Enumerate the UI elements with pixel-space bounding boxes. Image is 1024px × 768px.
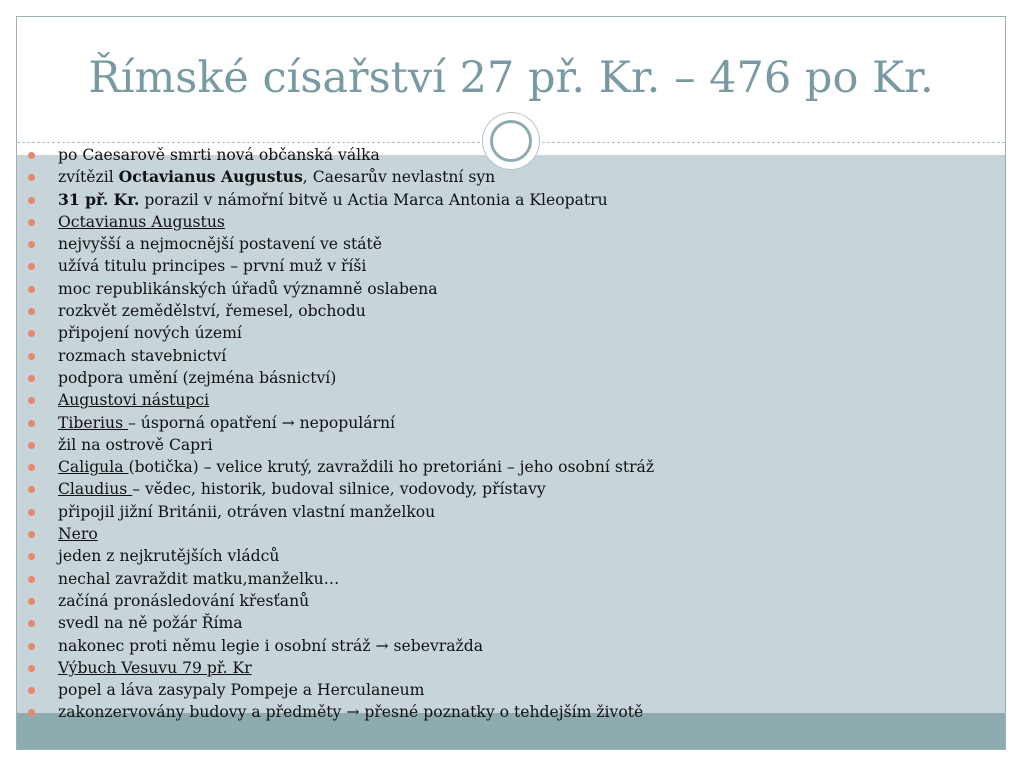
bullet-text: moc republikánských úřadů významně oslabena [58,279,438,298]
underlined-heading: Nero [58,525,98,544]
bullet-text: porazil v námořní bitvě u Actia Marca Antonia a Kleopatru [139,190,608,209]
bullet-item [26,189,654,211]
bullet-text: zvítězil [58,168,119,187]
bullet-item [26,635,654,657]
underlined-heading: Augustovi nástupci [58,391,210,410]
underlined-heading: Claudius [58,480,133,499]
bullet-item [26,166,654,188]
bullet-text: rozkvět zemědělství, řemesel, obchodu [58,302,366,321]
bullet-item [26,300,654,322]
bullet-text: podpora umění (zejména básnictví) [58,368,337,387]
bullet-item [26,389,654,411]
underlined-heading: Výbuch Vesuvu 79 př. Kr [58,658,252,677]
bullet-text: svedl na ně požár Říma [58,614,243,633]
bullet-item [26,233,654,255]
bullet-item [26,255,654,277]
slide-title: Římské císařství 27 př. Kr. – 476 po Kr. [88,53,934,103]
bold-text: Octavianus Augustus [118,167,303,187]
bullet-item [26,434,654,456]
underlined-heading: Octavianus Augustus [58,212,225,231]
bullet-item [26,523,654,545]
bullet-text: , Caesarův nevlastní syn [302,168,496,187]
bullet-text: jeden z nejkrutějších vládců [58,547,280,566]
bullet-text: – úsporná opatření → nepopulární [128,413,396,432]
bullet-item [26,657,654,679]
bullet-text: – vědec, historik, budoval silnice, vodovody, přístavy [132,480,546,499]
bullet-item [26,478,654,500]
bullet-item [26,679,654,701]
bullet-item [26,367,654,389]
bullet-item [26,590,654,612]
bullet-text: nejvyšší a nejmocnější postavení ve státě [58,235,383,254]
bullet-item [26,144,654,166]
bullet-text: žil na ostrově Capri [58,435,213,454]
bullet-text: začíná pronásledování křesťanů [58,591,310,610]
underlined-heading: Caligula [58,458,129,477]
bullet-text: užívá titulu principes – první muž v říši [58,257,367,276]
bullet-text: připojení nových území [58,324,242,343]
bullet-text: zakonzervovány budovy a předměty → přesné poznatky o tehdejším životě [58,703,644,722]
bullet-item [26,612,654,634]
bullet-text: popel a láva zasypaly Pompeje a Herculaneum [58,681,425,700]
underlined-heading: Tiberius [58,413,129,432]
bullet-item [26,322,654,344]
bullet-item [26,456,654,478]
bullet-item [26,345,654,367]
bullet-list [26,144,654,724]
bullet-text: (botička) – velice krutý, zavraždili ho pretoriáni – jeho osobní stráž [128,458,655,477]
bullet-item [26,412,654,434]
bullet-item [26,701,654,723]
bullet-item [26,545,654,567]
bullet-text: rozmach stavebnictví [58,346,227,365]
bullet-item [26,211,654,233]
bullet-item [26,568,654,590]
bullet-text: nakonec proti němu legie i osobní stráž → sebevražda [58,636,484,655]
bullet-text: po Caesarově smrti nová občanská válka [58,146,380,164]
bullet-text: nechal zavraždit matku,manželku… [58,569,340,588]
bold-text: 31 př. Kr. [58,189,140,209]
bullet-item [26,501,654,523]
bullet-text: připojil jižní Británii, otráven vlastní manželkou [58,502,436,521]
bullet-item [26,278,654,300]
